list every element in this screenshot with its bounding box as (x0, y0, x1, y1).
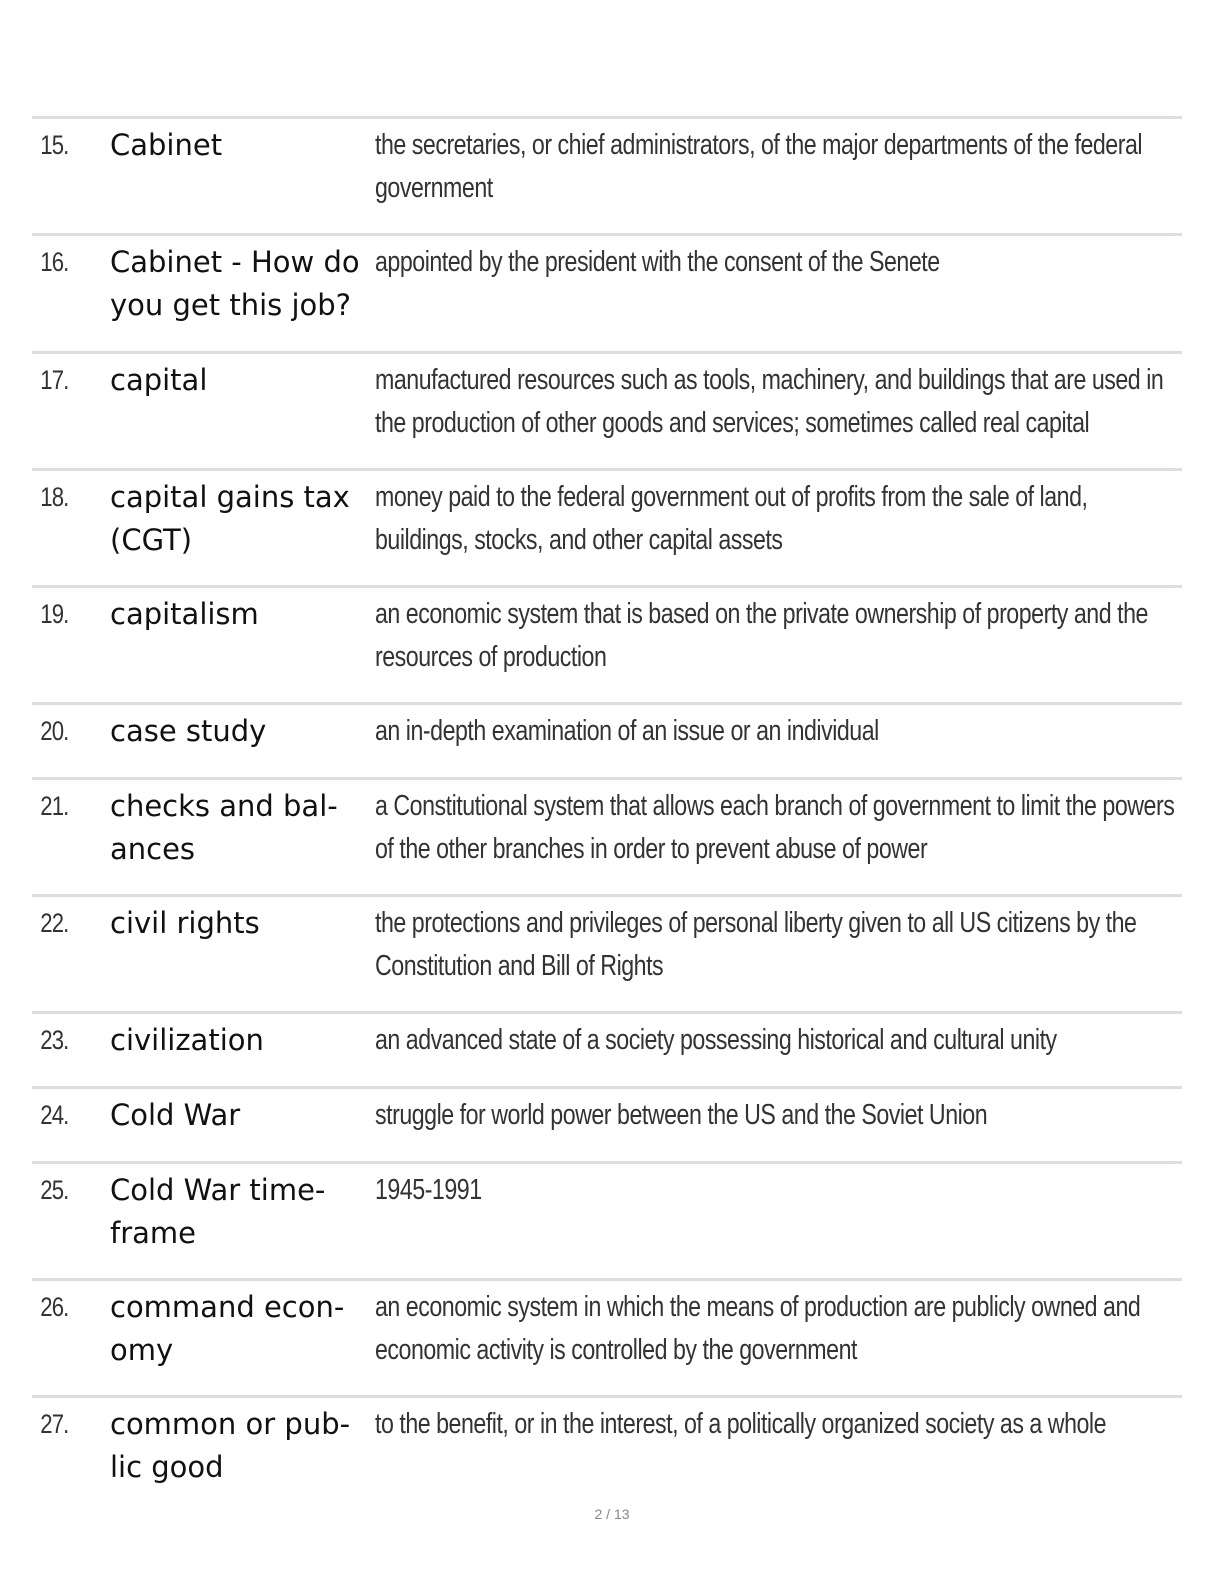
entry-number: 24. (40, 1100, 69, 1130)
entry-term: capital gains tax (CGT) (110, 480, 350, 557)
glossary-list (32, 116, 1182, 1500)
entry-definition-text: an economic system in which the means of production are publicly owned and economic activity is controlled by the government (375, 1291, 1141, 1366)
entry-definition (375, 1094, 1182, 1137)
entry-definition (375, 476, 1182, 562)
glossary-entry (32, 116, 1182, 233)
entry-definition-text: the protections and privileges of personal liberty given to all US citizens by the Constitution and Bill of Rights (375, 907, 1137, 982)
entry-number: 26. (40, 1292, 69, 1322)
entry-definition (375, 124, 1182, 210)
entry-number: 22. (40, 908, 69, 938)
entry-definition-text: an economic system that is based on the private ownership of property and the resources of production (375, 598, 1148, 673)
entry-definition (375, 1286, 1182, 1372)
entry-term: capital (110, 363, 208, 397)
glossary-entry (32, 894, 1182, 1011)
entry-number: 27. (40, 1409, 69, 1439)
entry-number: 17. (40, 365, 69, 395)
entry-number: 20. (40, 716, 69, 746)
entry-definition-text: the secretaries, or chief administrators, of the major departments of the federal government (375, 129, 1143, 204)
entry-definition-text: an in-depth examination of an issue or an individual (375, 715, 879, 747)
glossary-entry (32, 1086, 1182, 1161)
entry-number: 19. (40, 599, 69, 629)
glossary-entry (32, 777, 1182, 894)
page-number: 2 / 13 (594, 1506, 630, 1522)
entry-term: capitalism (110, 597, 259, 631)
entry-definition (375, 710, 1182, 753)
entry-definition-text: struggle for world power between the US and the Soviet Union (375, 1099, 988, 1131)
entry-definition-text: money paid to the federal government out of profits from the sale of land, buildings, stocks, and other capital assets (375, 481, 1088, 556)
entry-definition (375, 241, 1182, 284)
glossary-entry (32, 351, 1182, 468)
glossary-entry (32, 702, 1182, 777)
entry-number: 23. (40, 1025, 69, 1055)
entry-term: common or pub- lic good (110, 1407, 351, 1484)
entry-term: Cold War (110, 1098, 241, 1132)
glossary-entry (32, 233, 1182, 351)
entry-definition (375, 902, 1182, 988)
entry-definition (375, 1403, 1182, 1446)
entry-term: Cabinet (110, 128, 223, 162)
glossary-entry (32, 1395, 1182, 1500)
glossary-entry (32, 585, 1182, 702)
entry-number: 25. (40, 1175, 69, 1205)
entry-definition (375, 1019, 1182, 1062)
glossary-entry (32, 1011, 1182, 1086)
entry-definition-text: an advanced state of a society possessing historical and cultural unity (375, 1024, 1057, 1056)
entry-definition (375, 359, 1182, 445)
glossary-entry (32, 1278, 1182, 1395)
entry-definition (375, 785, 1182, 871)
entry-definition-text: appointed by the president with the consent of the Senete (375, 246, 940, 278)
entry-number: 15. (40, 130, 69, 160)
entry-term: civil rights (110, 906, 260, 940)
entry-number: 18. (40, 482, 69, 512)
entry-definition (375, 1169, 1182, 1212)
entry-term: case study (110, 714, 267, 748)
entry-term: checks and bal- ances (110, 789, 338, 866)
entry-term: Cold War time- frame (110, 1173, 326, 1250)
glossary-entry (32, 468, 1182, 585)
entry-definition-text: 1945-1991 (375, 1174, 482, 1206)
entry-term: command econ- omy (110, 1290, 345, 1367)
entry-number: 16. (40, 247, 69, 277)
entry-definition-text: a Constitutional system that allows each branch of government to limit the powers of the other branches in order to prevent abuse of power (375, 790, 1175, 865)
entry-definition-text: manufactured resources such as tools, machinery, and buildings that are used in the production of other goods and services; sometimes called real capital (375, 364, 1164, 439)
entry-definition-text: to the benefit, or in the interest, of a politically organized society as a whole (375, 1408, 1107, 1440)
entry-definition (375, 593, 1182, 679)
entry-term: Cabinet - How do you get this job? (110, 245, 360, 322)
entry-number: 21. (40, 791, 69, 821)
entry-term: civilization (110, 1023, 264, 1057)
glossary-entry (32, 1161, 1182, 1278)
